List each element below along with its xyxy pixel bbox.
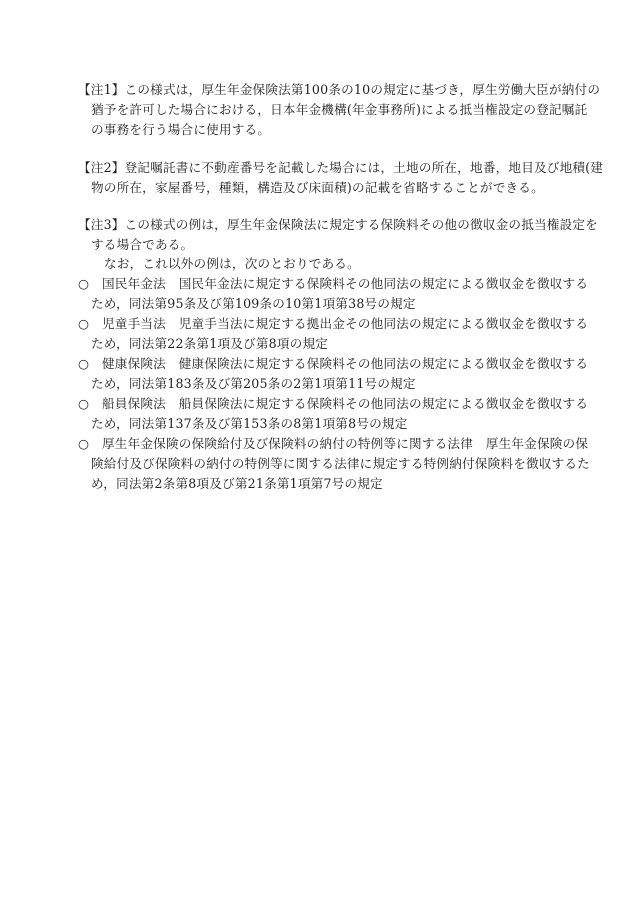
example-line: ○ 健康保険法 健康保険法に規定する保険料その他同法の規定による徴収金を徴収する	[78, 356, 589, 371]
example-line: ○ 国民年金法 国民年金法に規定する保険料その他同法の規定による徴収金を徴収する	[78, 276, 589, 291]
example-line: ため，同法第183条及び第205条の2第1項第11号の規定	[91, 376, 416, 391]
example-line: 険給付及び保険料の納付の特例等に関する法律に規定する特例納付保険料を徴収するた	[91, 456, 590, 471]
note-line: 猶予を許可した場合における，日本年金機構(年金事務所)による抵当権設定の登記嘱託	[91, 102, 588, 117]
note-line: 【注3】この様式の例は，厚生年金保険法に規定する保険料その他の徴収金の抵当権設定を	[78, 217, 598, 232]
example-line: ため，同法第95条及び第109条の10第1項第38号の規定	[91, 296, 416, 311]
example-line: ○ 児童手当法 児童手当法に規定する拠出金その他同法の規定による徴収金を徴収する	[78, 316, 589, 331]
note-line: 物の所在，家屋番号，種類，構造及び床面積)の記載を省略することができる。	[91, 180, 544, 195]
example-line: ため，同法第137条及び第153条の8第1項第8号の規定	[91, 416, 408, 431]
example-line: ため，同法第22条第1項及び第8項の規定	[91, 336, 329, 351]
example-line: ○ 船員保険法 船員保険法に規定する保険料その他同法の規定による徴収金を徴収する	[78, 396, 589, 411]
example-line: ○ 厚生年金保険の保険給付及び保険料の納付の特例等に関する法律 厚生年金保険の保	[78, 436, 589, 451]
note-line: 【注2】登記嘱託書に不動産番号を記載した場合には，土地の所在，地番，地目及び地積(建	[78, 160, 604, 175]
note-line: の事務を行う場合に使用する。	[91, 122, 271, 137]
example-line: め，同法第2条第8項及び第21条第1項第7号の規定	[91, 476, 383, 491]
note-line: する場合である。	[91, 237, 194, 252]
note-line: 【注1】この様式は，厚生年金保険法第100条の10の規定に基づき，厚生労働大臣が納付の	[78, 82, 601, 97]
note-line: なお，これ以外の例は，次のとおりである。	[104, 256, 360, 271]
